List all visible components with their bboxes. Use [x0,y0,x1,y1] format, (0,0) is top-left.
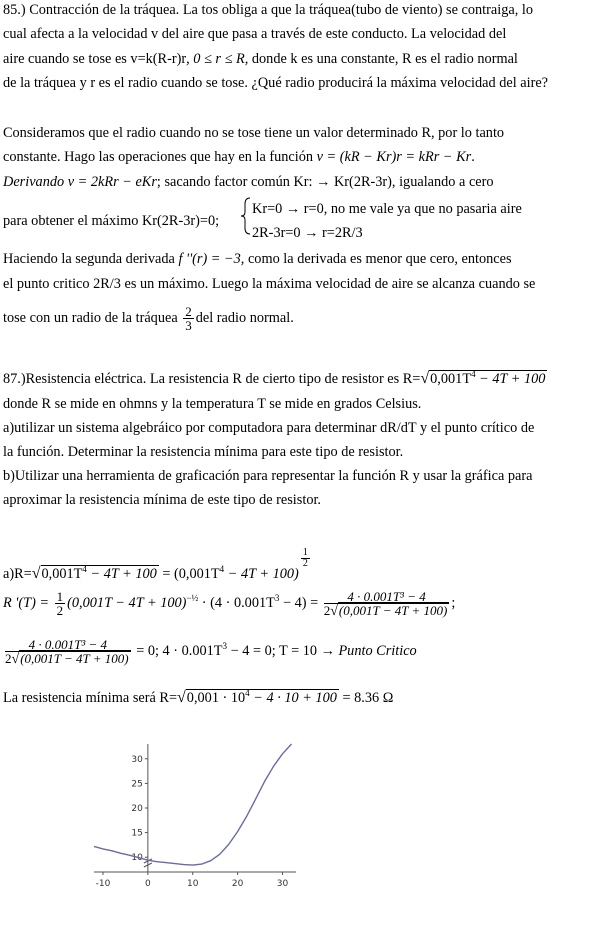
p85-line-4: de la tráquea y r es el radio cuando se tose. ¿Qué radio producirá la máxima velocidad del aire? [3,75,549,91]
brace [240,196,252,236]
y-tick-label: 15 [131,828,143,839]
fraction-two-thirds: $\frac{2}{3}$ [185,304,192,334]
p85-sol-1: Consideramos que el radio cuando no se tose tiene un valor determinado R, por lo tanto [3,125,505,141]
resistance-chart [88,740,303,900]
p85-sol-4: para obtener el máximo Kr(2R-3r)=0; [3,213,220,229]
p87-line-1: 87.)Resistencia eléctrica. La resistencia R de cierto tipo de resistor es $R=√0,001T^4 - 4T + 100$ [3,369,546,387]
y-tick-label: 30 [131,754,143,765]
critical-fraction: $\frac{\text{4 · 0.001T³ − 4}}{2√(0,001T - 4T + 100)}$ [5,636,129,667]
series-line [94,744,292,865]
p85-sol-7: tose con un radio de la tráquea $\frac{2}{3}$ del radio normal. [3,304,294,334]
y-tick-label: 10 [131,853,143,864]
y-tick-label: 25 [131,779,143,790]
y-tick-label: 20 [131,804,143,814]
p87-line-2: donde R se mide en ohmns y la temperatura T se mide en grados Celsius. [3,396,422,412]
p87-eq-a: $a)R=√0,001T^4 - 4T + 100 = (0,001T^4 - 4T + 100)$ $\frac{1}{2}$ [3,547,308,582]
p85-case-1: Kr=0 → r=0, no me vale ya que no pasaria aire [252,201,522,217]
p85-line-2: cual afecta a la velocidad v del aire que pasa a través de este conducto. La velocidad del [3,26,507,42]
p87-line-6: aproximar la resistencia mínima de este tipo de resistor. [3,492,322,508]
x-tick-label: -10 [95,879,111,889]
brace-icon [240,196,252,236]
p85-line-1: 85.) Contracción de la tráquea. La tos obliga a que la tráquea(tubo de viento) se contraiga, lo [3,2,533,18]
p85-sol-5: Haciendo la segunda derivada f ''(r) = −3, como la derivada es menor que cero, entonces [3,251,512,267]
x-tick-label: 20 [231,879,244,889]
p85-sol-6: el punto critico 2R/3 es un máximo. Luego la máxima velocidad de aire se alcanza cuando se [3,276,536,292]
x-tick-label: 0 [144,879,151,889]
p87-min-resistance: La resistencia mínima será $R=√0,001 \cdot 10^4 - 4 \cdot 10 + 100 = 8.36$ Ω [3,688,394,706]
p85-sol-3: Derivando v = 2kRr − eKr; sacando factor común Kr: → Kr(2R-3r), igualando a cero [3,174,494,190]
p87-eq-critical: $\frac{\text{4 · 0.001T³ − 4}}{2√(0,001T - 4T + 100)}$ = 0; $4 \cdot 0.001T^3 - 4 = 0$; T = 10 → Punto Critico [5,636,417,667]
p87-line-5: b)Utilizar una herramienta de graficación para representar la función R y usar la gráfica para [3,468,533,484]
x-tick-label: 30 [276,879,289,889]
p87-line-3: a)utilizar un sistema algebráico por computadora para determinar dR/dT y el punto crítico de [3,420,535,436]
derivative-fraction: $\frac{\text{4 · 0.001T³ − 4}}{2√(0,001T - 4T + 100)}$ [323,588,448,619]
p85-sol-2: constante. Hago las operaciones que hay en la función v = (kR − Kr)r = kRr − Kr. [3,149,475,165]
p85-case-2: 2R-3r=0 → r=2R/3 [252,225,363,241]
p87-line-4: la función. Determinar la resistencia mínima para este tipo de resistor. [3,444,404,460]
p87-eq-derivative: R '(T) = $\frac{1}{2}$ $(0,001T - 4T + 100)^{-\frac{1}{2}} \cdot (4 \cdot 0.001T^3 - 4)$ = $\frac{\text{4 · 0.001T³ − 4}}{2√(0,001T - 4T + 100)}$ ; [3,588,456,619]
x-tick-label: 10 [187,879,199,889]
p85-line-3: aire cuando se tose es v=k(R-r)r, 0 ≤ r ≤ R, donde k es una constante, R es el radio normal [3,51,518,67]
